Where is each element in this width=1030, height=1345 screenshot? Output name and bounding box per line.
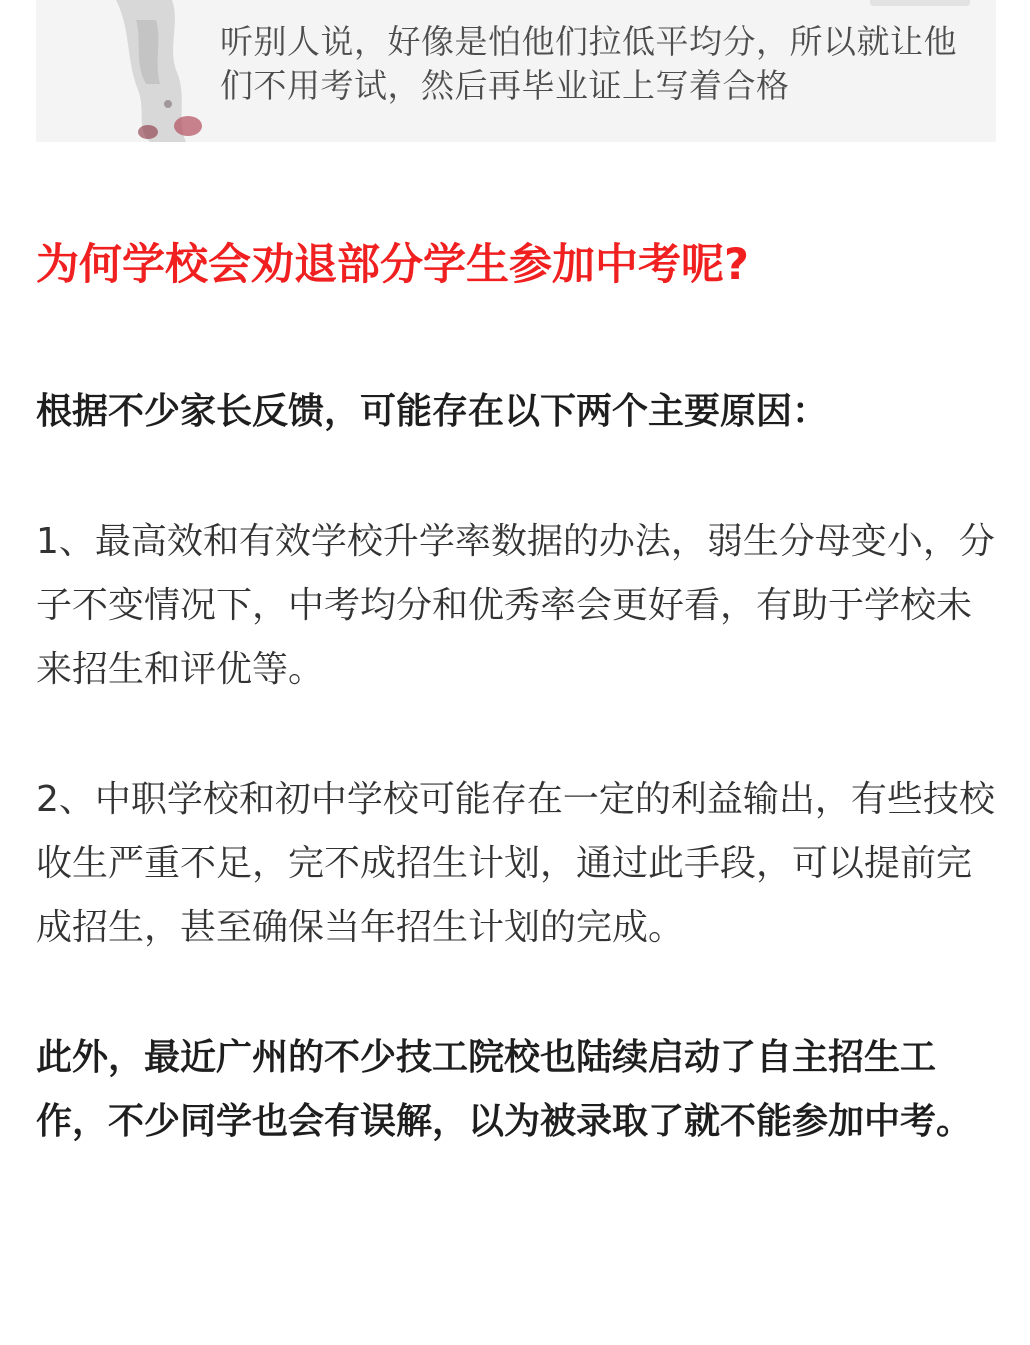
article-heading: 为何学校会劝退部分学生参加中考呢? [36,240,749,290]
intro-paragraph: 根据不少家长反馈，可能存在以下两个主要原因： [36,391,829,432]
closing-paragraph: 此外，最近广州的不少技工院校也陆续启动了自主招生工作，不少同学也会有误解，以为被录取了就不能参加中考。 [36,1037,973,1142]
reason-2-paragraph: 2、中职学校和初中学校可能存在一定的利益输出，有些技校收生严重不足，完不成招生计划，通过此手段，可以提前完成招生，甚至确保当年招生计划的完成。 [36,779,995,948]
quote-text: 听别人说，好像是怕他们拉低平均分，所以就让他们不用考试，然后再毕业证上写着合格 [220,22,957,105]
quote-username [870,0,970,6]
quote-card [36,0,996,142]
quote-photo [76,0,236,142]
reason-1-paragraph: 1、最高效和有效学校升学率数据的办法，弱生分母变小，分子不变情况下，中考均分和优秀率会更好看，有助于学校未来招生和评优等。 [36,521,995,690]
article [36,232,996,1154]
